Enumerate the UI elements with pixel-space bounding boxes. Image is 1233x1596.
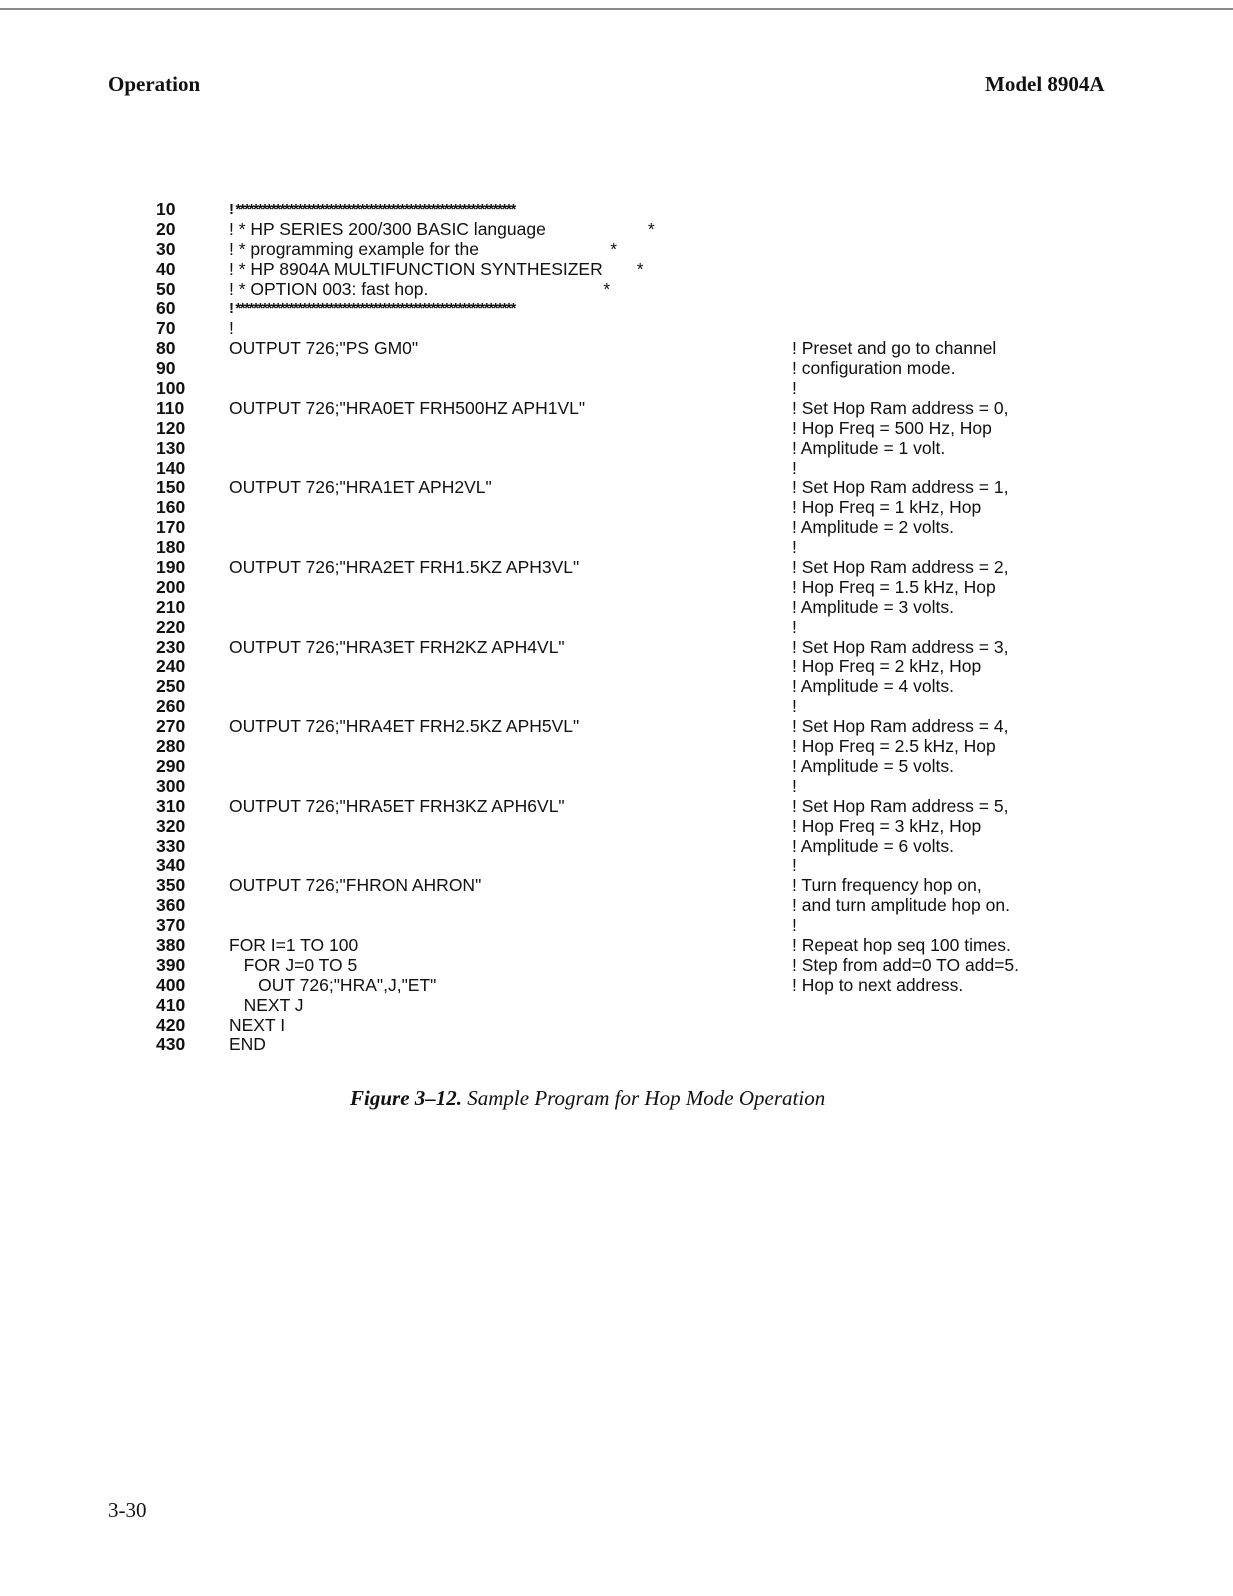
listing-row xyxy=(0,697,1233,717)
line-number: 390 xyxy=(156,954,186,975)
comment-text: ! Hop to next address. xyxy=(792,974,964,995)
listing-row xyxy=(0,379,1233,399)
line-number: 90 xyxy=(156,358,176,379)
listing-row xyxy=(0,538,1233,558)
comment-text: ! Turn frequency hop on, xyxy=(792,875,982,896)
listing-row xyxy=(0,1016,1233,1036)
line-number: 170 xyxy=(156,517,186,538)
code-text: OUTPUT 726;"HRA2ET FRH1.5KZ APH3VL" xyxy=(229,557,580,578)
line-number: 120 xyxy=(156,417,186,438)
line-number: 130 xyxy=(156,437,186,458)
code-text: ! *************************************************************** xyxy=(229,201,515,218)
code-text: OUTPUT 726;"HRA0ET FRH500HZ APH1VL" xyxy=(229,397,586,418)
listing-row xyxy=(0,459,1233,479)
code-text: OUT 726;"HRA",J,"ET" xyxy=(229,974,437,995)
listing-row xyxy=(0,359,1233,379)
listing-row xyxy=(0,856,1233,876)
line-number: 290 xyxy=(156,755,186,776)
line-number: 230 xyxy=(156,636,186,657)
comment-text: ! Amplitude = 5 volts. xyxy=(792,755,954,776)
comment-text: ! Amplitude = 6 volts. xyxy=(792,835,954,856)
line-number: 150 xyxy=(156,477,186,498)
code-text: END xyxy=(229,1034,266,1055)
section-title: Operation xyxy=(108,72,201,96)
listing-row xyxy=(0,956,1233,976)
listing-row xyxy=(0,478,1233,498)
listing-row xyxy=(0,518,1233,538)
comment-text: ! xyxy=(792,775,797,796)
listing-row xyxy=(0,419,1233,439)
code-text: ! *************************************************************** xyxy=(229,300,515,318)
code-text: ! xyxy=(229,318,234,339)
line-number: 210 xyxy=(156,596,186,617)
line-number: 220 xyxy=(156,616,186,637)
listing-row xyxy=(0,916,1233,936)
top-rule xyxy=(0,8,1233,10)
line-number: 30 xyxy=(156,238,176,259)
listing-row xyxy=(0,618,1233,638)
code-text: OUTPUT 726;"FHRON AHRON" xyxy=(229,875,482,896)
comment-text: ! xyxy=(792,537,797,558)
comment-text: ! Hop Freq = 2.5 kHz, Hop xyxy=(792,736,996,757)
line-number: 160 xyxy=(156,497,186,518)
line-number: 20 xyxy=(156,218,176,239)
listing-row xyxy=(0,598,1233,618)
line-number: 80 xyxy=(156,338,176,359)
code-text: ! * HP SERIES 200/300 BASIC language * xyxy=(229,218,655,239)
listing-row xyxy=(0,1035,1233,1055)
listing-row xyxy=(0,777,1233,797)
comment-text: ! Hop Freq = 500 Hz, Hop xyxy=(792,417,992,438)
line-number: 100 xyxy=(156,378,186,399)
code-text: OUTPUT 726;"PS GM0" xyxy=(229,338,419,359)
line-number: 410 xyxy=(156,994,186,1015)
line-number: 330 xyxy=(156,835,186,856)
line-number: 10 xyxy=(156,199,176,219)
comment-text: ! xyxy=(792,915,797,936)
listing-row xyxy=(0,817,1233,837)
comment-text: ! Amplitude = 1 volt. xyxy=(792,437,946,458)
comment-text: ! Hop Freq = 3 kHz, Hop xyxy=(792,815,982,836)
listing-row xyxy=(0,339,1233,359)
listing-row xyxy=(0,837,1233,857)
listing-row xyxy=(0,996,1233,1016)
figure-label: Figure 3–12. xyxy=(350,1086,463,1110)
comment-text: ! Set Hop Ram address = 2, xyxy=(792,557,1009,578)
line-number: 280 xyxy=(156,736,186,757)
listing-row xyxy=(0,299,1233,319)
line-number: 200 xyxy=(156,576,186,597)
line-number: 320 xyxy=(156,815,186,836)
comment-text: ! Preset and go to channel xyxy=(792,338,997,359)
comment-text: ! xyxy=(792,378,797,399)
comment-text: ! Set Hop Ram address = 5, xyxy=(792,795,1009,816)
line-number: 240 xyxy=(156,656,186,677)
line-number: 140 xyxy=(156,457,186,478)
code-text: FOR I=1 TO 100 xyxy=(229,934,359,955)
code-text: OUTPUT 726;"HRA3ET FRH2KZ APH4VL" xyxy=(229,636,565,657)
line-number: 370 xyxy=(156,915,186,936)
line-number: 380 xyxy=(156,934,186,955)
line-number: 430 xyxy=(156,1034,186,1055)
listing-row xyxy=(0,220,1233,240)
line-number: 400 xyxy=(156,974,186,995)
code-text: OUTPUT 726;"HRA1ET APH2VL" xyxy=(229,477,492,498)
listing-row xyxy=(0,578,1233,598)
code-text: ! * HP 8904A MULTIFUNCTION SYNTHESIZER * xyxy=(229,258,644,279)
code-text: ! * programming example for the * xyxy=(229,238,618,259)
listing-row xyxy=(0,240,1233,260)
line-number: 250 xyxy=(156,676,186,697)
comment-text: ! xyxy=(792,616,797,637)
comment-text: ! Set Hop Ram address = 1, xyxy=(792,477,1009,498)
listing-row xyxy=(0,200,1233,220)
listing-row xyxy=(0,498,1233,518)
code-text: ! * OPTION 003: fast hop. * xyxy=(229,278,611,299)
listing-row xyxy=(0,677,1233,697)
comment-text: ! Hop Freq = 1 kHz, Hop xyxy=(792,497,982,518)
listing-row xyxy=(0,717,1233,737)
code-text: NEXT J xyxy=(229,994,304,1015)
comment-text: ! Set Hop Ram address = 0, xyxy=(792,397,1009,418)
line-number: 260 xyxy=(156,696,186,717)
listing-row xyxy=(0,319,1233,339)
listing-row xyxy=(0,876,1233,896)
line-number: 310 xyxy=(156,795,186,816)
listing-row xyxy=(0,280,1233,300)
comment-text: ! xyxy=(792,855,797,876)
comment-text: ! Hop Freq = 2 kHz, Hop xyxy=(792,656,982,677)
line-number: 60 xyxy=(156,298,176,319)
comment-text: ! Amplitude = 3 volts. xyxy=(792,596,954,617)
model-title: Model 8904A xyxy=(985,72,1105,96)
line-number: 270 xyxy=(156,716,186,737)
listing-row xyxy=(0,638,1233,658)
listing-row xyxy=(0,797,1233,817)
comment-text: ! Set Hop Ram address = 3, xyxy=(792,636,1009,657)
figure-caption-text: Sample Program for Hop Mode Operation xyxy=(462,1086,826,1110)
page-number: 3-30 xyxy=(108,1498,147,1522)
line-number: 300 xyxy=(156,775,186,796)
code-text: FOR J=0 TO 5 xyxy=(229,954,358,975)
listing-row xyxy=(0,896,1233,916)
comment-text: ! Amplitude = 4 volts. xyxy=(792,676,954,697)
line-number: 40 xyxy=(156,258,176,279)
comment-text: ! xyxy=(792,696,797,717)
line-number: 180 xyxy=(156,537,186,558)
line-number: 110 xyxy=(156,397,185,418)
listing-row xyxy=(0,558,1233,578)
listing-row xyxy=(0,936,1233,956)
listing-row xyxy=(0,260,1233,280)
line-number: 190 xyxy=(156,557,186,578)
listing-row xyxy=(0,976,1233,996)
line-number: 340 xyxy=(156,855,186,876)
line-number: 360 xyxy=(156,895,186,916)
code-text: OUTPUT 726;"HRA5ET FRH3KZ APH6VL" xyxy=(229,795,565,816)
comment-text: ! and turn amplitude hop on. xyxy=(792,895,1010,916)
listing-row xyxy=(0,399,1233,419)
comment-text: ! Hop Freq = 1.5 kHz, Hop xyxy=(792,576,996,597)
comment-text: ! Step from add=0 TO add=5. xyxy=(792,954,1020,975)
line-number: 70 xyxy=(156,318,176,339)
listing-row xyxy=(0,737,1233,757)
comment-text: ! configuration mode. xyxy=(792,358,956,379)
comment-text: ! Amplitude = 2 volts. xyxy=(792,517,954,538)
listing-row xyxy=(0,439,1233,459)
code-text: OUTPUT 726;"HRA4ET FRH2.5KZ APH5VL" xyxy=(229,716,580,737)
comment-text: ! xyxy=(792,457,797,478)
code-text: NEXT I xyxy=(229,1014,286,1035)
listing-row xyxy=(0,757,1233,777)
comment-text: ! Repeat hop seq 100 times. xyxy=(792,934,1011,955)
line-number: 350 xyxy=(156,875,186,896)
listing-row xyxy=(0,657,1233,677)
line-number: 420 xyxy=(156,1014,186,1035)
line-number: 50 xyxy=(156,278,176,299)
comment-text: ! Set Hop Ram address = 4, xyxy=(792,716,1009,737)
program-listing xyxy=(0,200,1233,1055)
figure-caption xyxy=(350,1086,825,1111)
